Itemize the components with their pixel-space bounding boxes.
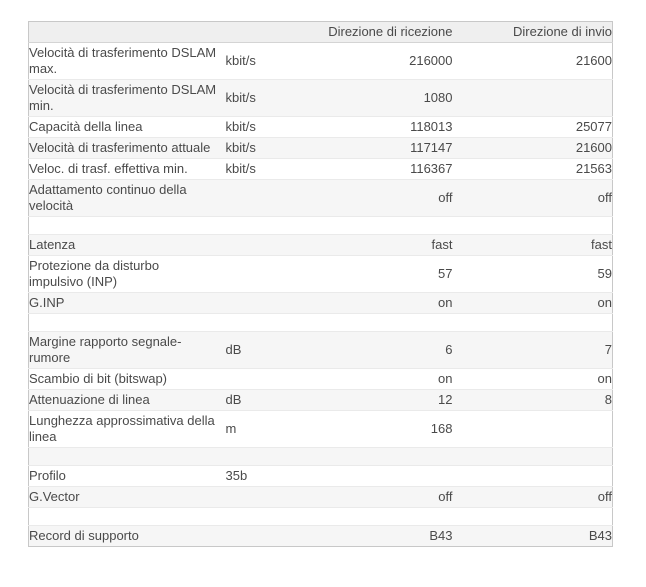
row-label [29, 256, 226, 293]
row-value-send: 25077 [453, 117, 613, 138]
spacer-row [29, 217, 613, 235]
row-label [29, 159, 226, 180]
row-label-line: Velocità di trasferimento DSLAM [29, 45, 217, 60]
spacer-cell [29, 217, 613, 235]
spacer-row [29, 508, 613, 526]
row-label-line: Protezione da disturbo [29, 258, 160, 273]
row-value-send: 21563 [453, 159, 613, 180]
row-label-line: Scambio di bit (bitswap) [29, 371, 167, 386]
spacer-row [29, 448, 613, 466]
row-value-receive: B43 [311, 526, 453, 547]
row-label-line: Lunghezza approssimativa della [29, 413, 215, 428]
spacer-cell [29, 508, 613, 526]
row-label-line: linea [29, 429, 57, 444]
row-value-send: 59 [453, 256, 613, 293]
row-value-receive: 118013 [311, 117, 453, 138]
row-unit: kbit/s [226, 43, 311, 80]
row-label [29, 487, 226, 508]
table-row [29, 80, 613, 117]
row-label-line: Record di supporto [29, 528, 139, 543]
row-label-line: Margine rapporto segnale- [29, 334, 182, 349]
row-unit [226, 526, 311, 547]
row-value-receive: 57 [311, 256, 453, 293]
row-value-send: off [453, 180, 613, 217]
row-value-send: on [453, 369, 613, 390]
table-row [29, 117, 613, 138]
row-label-line: min. [29, 98, 54, 113]
row-value-send: B43 [453, 526, 613, 547]
row-unit: kbit/s [226, 138, 311, 159]
table-row [29, 332, 613, 369]
row-label-line: Velocità di trasferimento DSLAM [29, 82, 217, 97]
row-label-line: G.INP [29, 295, 65, 310]
row-value-send: on [453, 293, 613, 314]
row-label-line: Latenza [29, 237, 76, 252]
table-row [29, 369, 613, 390]
row-unit [226, 256, 311, 293]
row-label [29, 390, 226, 411]
row-label-line: Attenuazione di linea [29, 392, 150, 407]
row-label-line: Profilo [29, 468, 66, 483]
row-unit [226, 369, 311, 390]
row-value-receive: off [311, 180, 453, 217]
row-unit [226, 487, 311, 508]
row-value-receive: 216000 [311, 43, 453, 80]
row-value-receive: 116367 [311, 159, 453, 180]
header-direction-send: Direzione di invio [453, 22, 613, 43]
row-unit: kbit/s [226, 117, 311, 138]
row-label-line: rumore [29, 350, 71, 365]
row-value-send: 21600 [453, 138, 613, 159]
row-label-line: velocità [29, 198, 74, 213]
row-label [29, 369, 226, 390]
row-value-send [453, 466, 613, 487]
table-row [29, 390, 613, 411]
row-value-receive: 117147 [311, 138, 453, 159]
row-label [29, 293, 226, 314]
table-row [29, 138, 613, 159]
row-value-send: 8 [453, 390, 613, 411]
row-label [29, 180, 226, 217]
row-value-receive: 12 [311, 390, 453, 411]
spacer-cell [29, 448, 613, 466]
row-label [29, 117, 226, 138]
spacer-cell [29, 314, 613, 332]
table-row [29, 180, 613, 217]
row-unit: kbit/s [226, 80, 311, 117]
row-unit: kbit/s [226, 159, 311, 180]
row-unit: dB [226, 332, 311, 369]
row-unit [226, 293, 311, 314]
spacer-row [29, 314, 613, 332]
header-direction-receive: Direzione di ricezione [311, 22, 453, 43]
table-row [29, 293, 613, 314]
row-unit: m [226, 411, 311, 448]
row-label-line: max. [29, 61, 58, 76]
row-label [29, 332, 226, 369]
row-unit [226, 180, 311, 217]
row-value-receive: off [311, 487, 453, 508]
table-row [29, 43, 613, 80]
row-label [29, 526, 226, 547]
table-row [29, 159, 613, 180]
row-label [29, 43, 226, 80]
row-value-receive: fast [311, 235, 453, 256]
table-row [29, 235, 613, 256]
row-value-send: 7 [453, 332, 613, 369]
table-header-row [29, 22, 613, 43]
row-value-send: fast [453, 235, 613, 256]
row-label-line: impulsivo (INP) [29, 274, 118, 289]
table-row [29, 411, 613, 448]
row-label-line: Capacità della linea [29, 119, 143, 134]
row-value-receive: 168 [311, 411, 453, 448]
row-label [29, 138, 226, 159]
dsl-stats-table [28, 21, 613, 547]
table-row [29, 487, 613, 508]
row-label [29, 80, 226, 117]
row-value-receive: on [311, 293, 453, 314]
row-value-receive [311, 466, 453, 487]
table-body [29, 43, 613, 547]
row-unit [226, 235, 311, 256]
table-row [29, 256, 613, 293]
row-value-receive: 6 [311, 332, 453, 369]
row-label [29, 411, 226, 448]
header-empty-unit [226, 22, 311, 43]
row-label-line: Veloc. di trasf. effettiva min. [29, 161, 188, 176]
row-value-send: off [453, 487, 613, 508]
row-unit: 35b [226, 466, 311, 487]
row-value-receive: 1080 [311, 80, 453, 117]
table-row [29, 466, 613, 487]
row-label [29, 466, 226, 487]
row-unit: dB [226, 390, 311, 411]
table-row [29, 526, 613, 547]
row-value-send [453, 80, 613, 117]
row-label [29, 235, 226, 256]
row-label-line: Adattamento continuo della [29, 182, 187, 197]
row-label-line: G.Vector [29, 489, 80, 504]
row-value-receive: on [311, 369, 453, 390]
header-empty-label [29, 22, 226, 43]
row-value-send: 21600 [453, 43, 613, 80]
row-value-send [453, 411, 613, 448]
row-label-line: Velocità di trasferimento attuale [29, 140, 211, 155]
